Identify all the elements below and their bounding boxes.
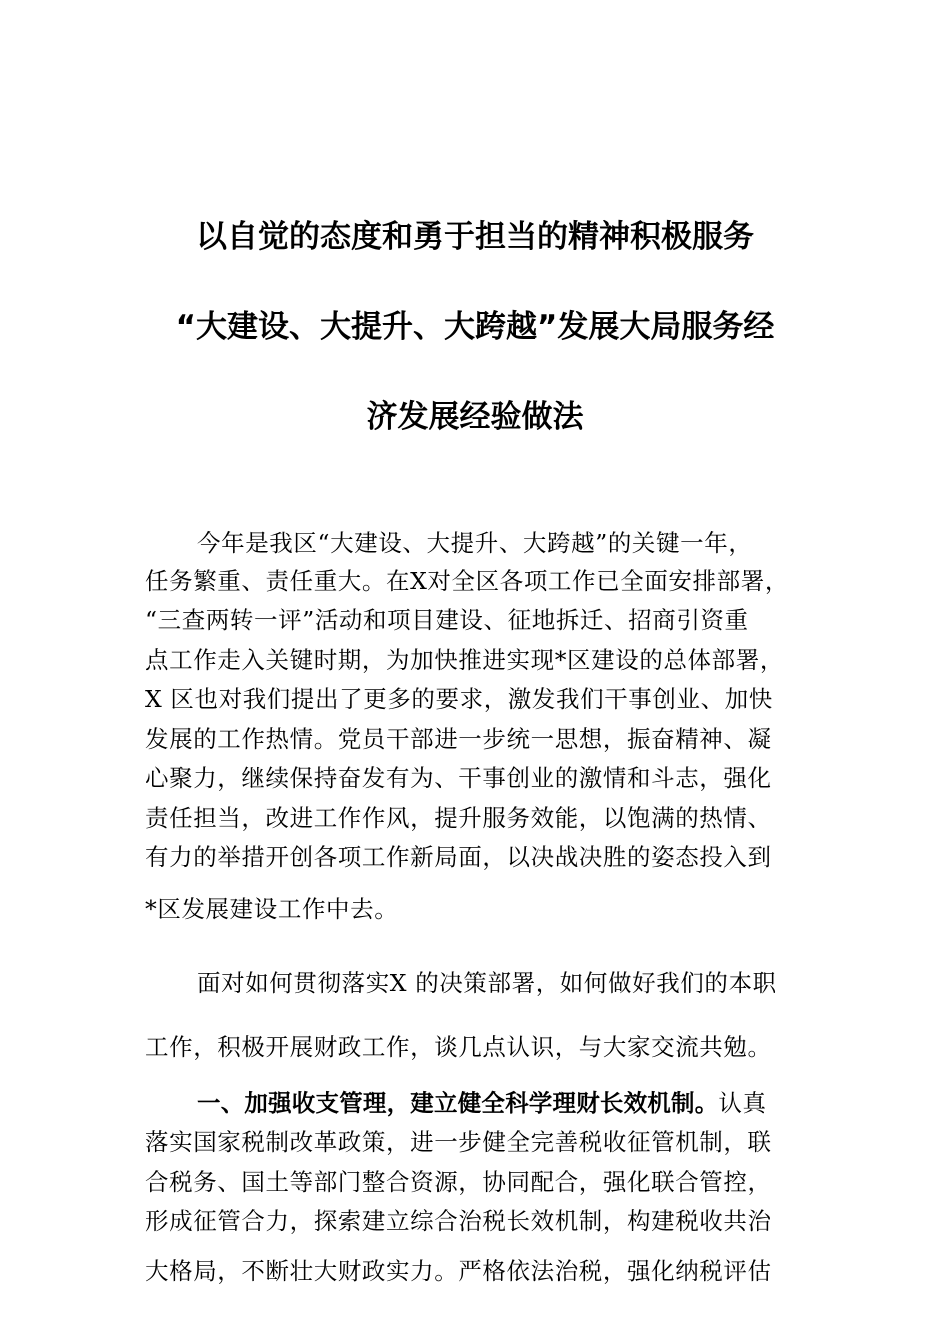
paragraph-1-line-8: 责任担当，改进工作作风，提升服务效能，以饱满的热情、 bbox=[145, 804, 772, 832]
paragraph-1-line-5: X 区也对我们提出了更多的要求，激发我们干事创业、加快 bbox=[145, 685, 773, 713]
title-line-2: “大建设、大提升、大跨越”发展大局服务经 bbox=[175, 309, 775, 345]
paragraph-2-line-2: 工作，积极开展财政工作，谈几点认识，与大家交流共勉。 bbox=[145, 1033, 772, 1061]
paragraph-1-line-2: 任务繁重、责任重大。在X对全区各项工作已全面安排部署， bbox=[145, 567, 789, 595]
section-1-line-5: 大格局，不断壮大财政实力。严格依法治税，强化纳税评估 bbox=[145, 1257, 772, 1285]
paragraph-1-line-1: 今年是我区“大建设、大提升、大跨越”的关键一年， bbox=[197, 529, 753, 557]
section-1-heading: 一、加强收支管理，建立健全科学理财长效机制。 bbox=[197, 1089, 719, 1117]
paragraph-1-line-6: 发展的工作热情。党员干部进一步统一思想，振奋精神、凝 bbox=[145, 725, 772, 753]
paragraph-1-line-3: “三查两转一评”活动和项目建设、征地拆迁、招商引资重 bbox=[145, 606, 749, 634]
paragraph-1-line-9: 有力的举措开创各项工作新局面，以决战决胜的姿态投入到 bbox=[145, 843, 772, 871]
paragraph-1-line-10: *区发展建设工作中去。 bbox=[145, 895, 399, 923]
section-1-first-line bbox=[197, 1087, 767, 1119]
paragraph-1-line-4: 点工作走入关键时期，为加快推进实现*区建设的总体部署， bbox=[145, 646, 784, 674]
section-1-line-4: 形成征管合力，探索建立综合治税长效机制，构建税收共治 bbox=[145, 1207, 772, 1235]
section-1-first-line-rest: 认真 bbox=[718, 1089, 767, 1117]
section-1-line-2: 落实国家税制改革政策，进一步健全完善税收征管机制，联 bbox=[145, 1128, 772, 1156]
title-line-3: 济发展经验做法 bbox=[366, 399, 584, 435]
title-line-1: 以自觉的态度和勇于担当的精神积极服务 bbox=[196, 219, 754, 255]
paragraph-1-line-7: 心聚力，继续保持奋发有为、干事创业的激情和斗志，强化 bbox=[145, 764, 772, 792]
paragraph-2-line-1: 面对如何贯彻落实X 的决策部署，如何做好我们的本职 bbox=[197, 969, 777, 997]
section-1-line-3: 合税务、国土等部门整合资源，协同配合，强化联合管控， bbox=[145, 1168, 772, 1196]
